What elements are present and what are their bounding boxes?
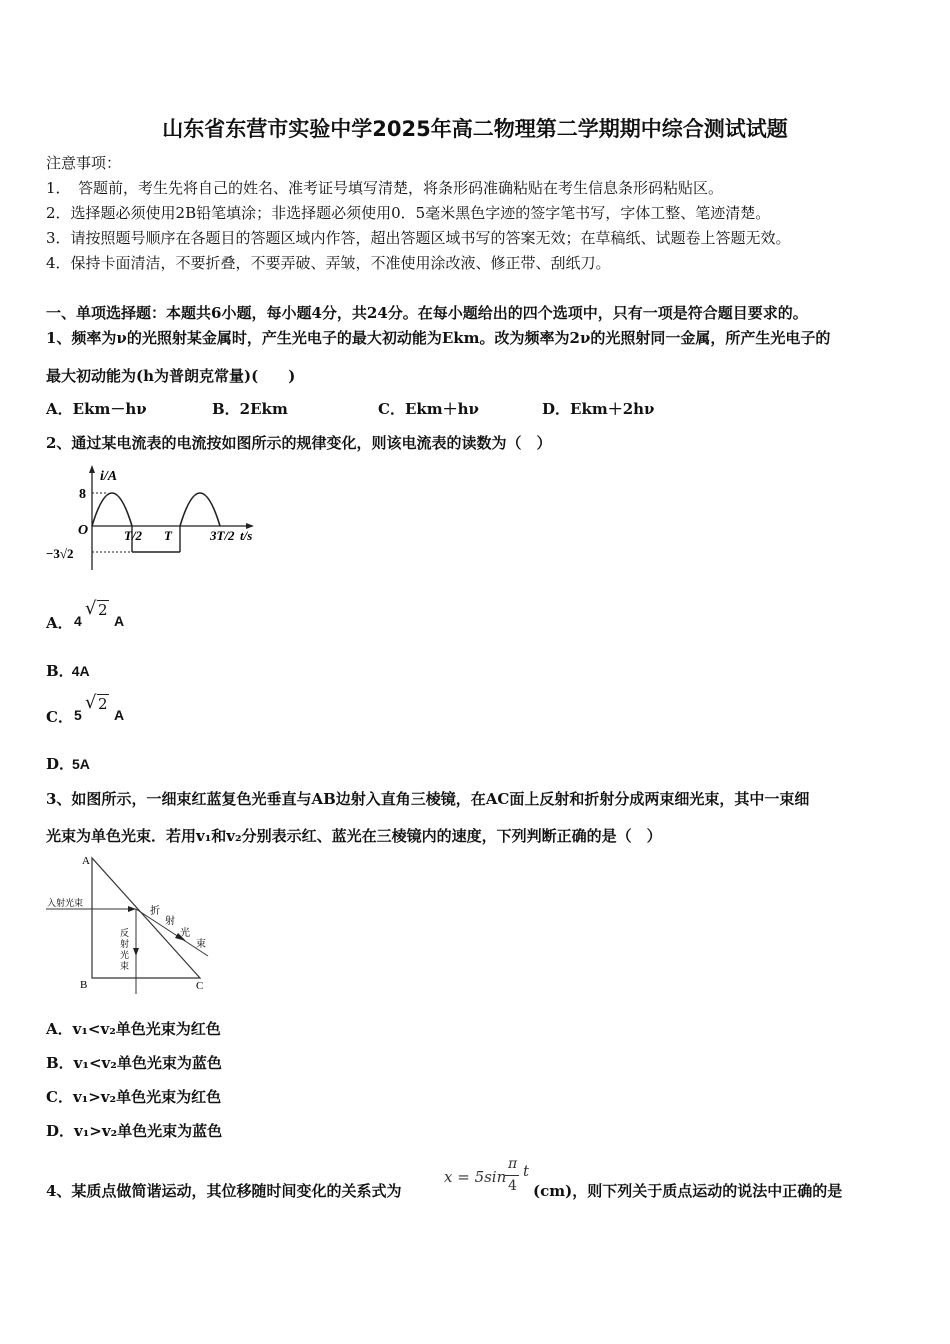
tick-T: T: [164, 528, 172, 543]
q2-option-a: [46, 598, 166, 638]
q2-option-d-text: 5A: [72, 756, 90, 772]
label-refracted-4: 束: [196, 939, 206, 950]
label-reflected-3: 光: [120, 950, 130, 960]
q1-option-a: A．Ekm－hν: [46, 400, 147, 418]
formula-t: t: [523, 1162, 530, 1180]
label-refracted-3: 光: [180, 928, 190, 939]
label-reflected-2: 射: [120, 939, 130, 949]
notice-heading: 注意事项：: [46, 154, 122, 172]
notice-item-4: 4．保持卡面清洁，不要折叠，不要弄破、弄皱，不准使用涂改液、修正带、刮纸刀。: [46, 254, 611, 272]
formula-left: x = 5sin: [444, 1168, 507, 1186]
peak-label: 8: [79, 487, 86, 502]
q2-option-b-letter: B．: [46, 662, 74, 680]
reflected-arrow: [133, 948, 139, 956]
label-refracted-2: 射: [165, 916, 175, 927]
q2-option-c: [46, 692, 166, 732]
label-reflected-4: 束: [120, 961, 130, 971]
q2-option-a-unit: A: [114, 613, 125, 629]
q2-option-c-coef: 5: [74, 707, 82, 723]
q2-option-c-unit: A: [114, 707, 125, 723]
tick-3half: 3T/2: [210, 528, 235, 543]
x-label: t/s: [240, 528, 253, 543]
q1-option-d: D．Ekm＋2hν: [542, 400, 655, 418]
q3-option-d: D．v₁>v₂单色光束为蓝色: [46, 1122, 223, 1140]
formula-numerator: π: [508, 1156, 518, 1172]
q2-option-a-coef: 4: [74, 613, 82, 629]
sqrt-icon: √: [85, 598, 97, 619]
q1-stem-line2: 最大初动能为(h为普朗克常量)( ): [46, 367, 296, 385]
half-sine-2: [180, 493, 220, 526]
label-A: A: [82, 855, 90, 867]
notice-item-1: 1． 答题前，考生先将自己的姓名、准考证号填写清楚，将条形码准确粘贴在考生信息条形码粘贴区。: [46, 179, 724, 197]
label-incident: 入射光束: [47, 898, 84, 908]
neg-level-label: −3√2: [46, 546, 74, 561]
y-arrow: [89, 465, 95, 473]
q2-option-a-root: 2: [98, 601, 108, 619]
half-sine-1: [92, 493, 132, 526]
label-refracted-1: 折: [150, 906, 160, 917]
prism-triangle: [92, 858, 200, 978]
page-title: 山东省东营市实验中学2025年高二物理第二学期期中综合测试试题: [162, 117, 788, 141]
q4-stem-suffix: (cm)，则下列关于质点运动的说法中正确的是: [533, 1182, 843, 1200]
section-heading: 一、单项选择题：本题共6小题，每小题4分，共24分。在每小题给出的四个选项中，只有一项是符合题目要求的。: [46, 304, 808, 322]
sqrt-icon: √: [85, 692, 97, 713]
notice-item-3: 3．请按照题号顺序在各题目的答题区域内作答，超出答题区域书写的答案无效；在草稿纸、试题卷上答题无效。: [46, 229, 791, 247]
formula-denominator: 4: [508, 1178, 517, 1194]
q2-option-c-root: 2: [98, 695, 108, 713]
q2-option-b: [46, 660, 90, 681]
q3-option-c: C．v₁>v₂单色光束为红色: [46, 1088, 222, 1106]
q3-option-b: B．v₁<v₂单色光束为蓝色: [46, 1054, 222, 1072]
q4-stem-prefix: 4、某质点做简谐运动，其位移随时间变化的关系式为: [46, 1182, 402, 1200]
q1-option-c: C．Ekm＋hν: [378, 400, 479, 418]
label-reflected-1: 反: [120, 928, 130, 938]
q2-option-b-text: 4A: [71, 663, 90, 679]
tick-half: T/2: [124, 528, 143, 543]
fraction-bar: [505, 1175, 519, 1176]
q1-stem-line1: 1、频率为ν的光照射某金属时，产生光电子的最大初动能为Ekm。改为频率为2ν的光照射同一金属，所产生光电子的: [46, 329, 831, 347]
q2-option-a-letter: A．: [46, 614, 73, 632]
prism-diagram: [44, 850, 219, 995]
q2-option-c-letter: C．: [46, 708, 73, 726]
notice-item-2: 2．选择题必须使用2B铅笔填涂；非选择题必须使用0．5毫米黑色字迹的签字笔书写，字体工整、笔迹清楚。: [46, 204, 771, 222]
q2-option-d-letter: D．: [46, 755, 75, 773]
q3-stem-line2: 光束为单色光束．若用v₁和v₂分别表示红、蓝光在三棱镜内的速度，下列判断正确的是（ ）: [46, 827, 662, 845]
label-C: C: [196, 980, 204, 992]
q3-option-a: A．v₁<v₂单色光束为红色: [46, 1020, 221, 1038]
current-graph: [44, 462, 269, 574]
q4-formula: [440, 1154, 532, 1202]
q3-stem-line1: 3、如图所示，一细束红蓝复色光垂直与AB边射入直角三棱镜，在AC面上反射和折射分成两束细光束，其中一束细: [46, 790, 810, 808]
y-label: i/A: [100, 469, 118, 484]
q2-option-d: [46, 753, 90, 774]
incident-arrow: [128, 906, 136, 912]
q2-stem: 2、通过某电流表的电流按如图所示的规律变化，则该电流表的读数为（ ）: [46, 434, 552, 452]
q1-option-b: B．2Ekm: [212, 400, 288, 418]
origin-label: O: [78, 523, 89, 538]
label-B: B: [80, 979, 88, 991]
